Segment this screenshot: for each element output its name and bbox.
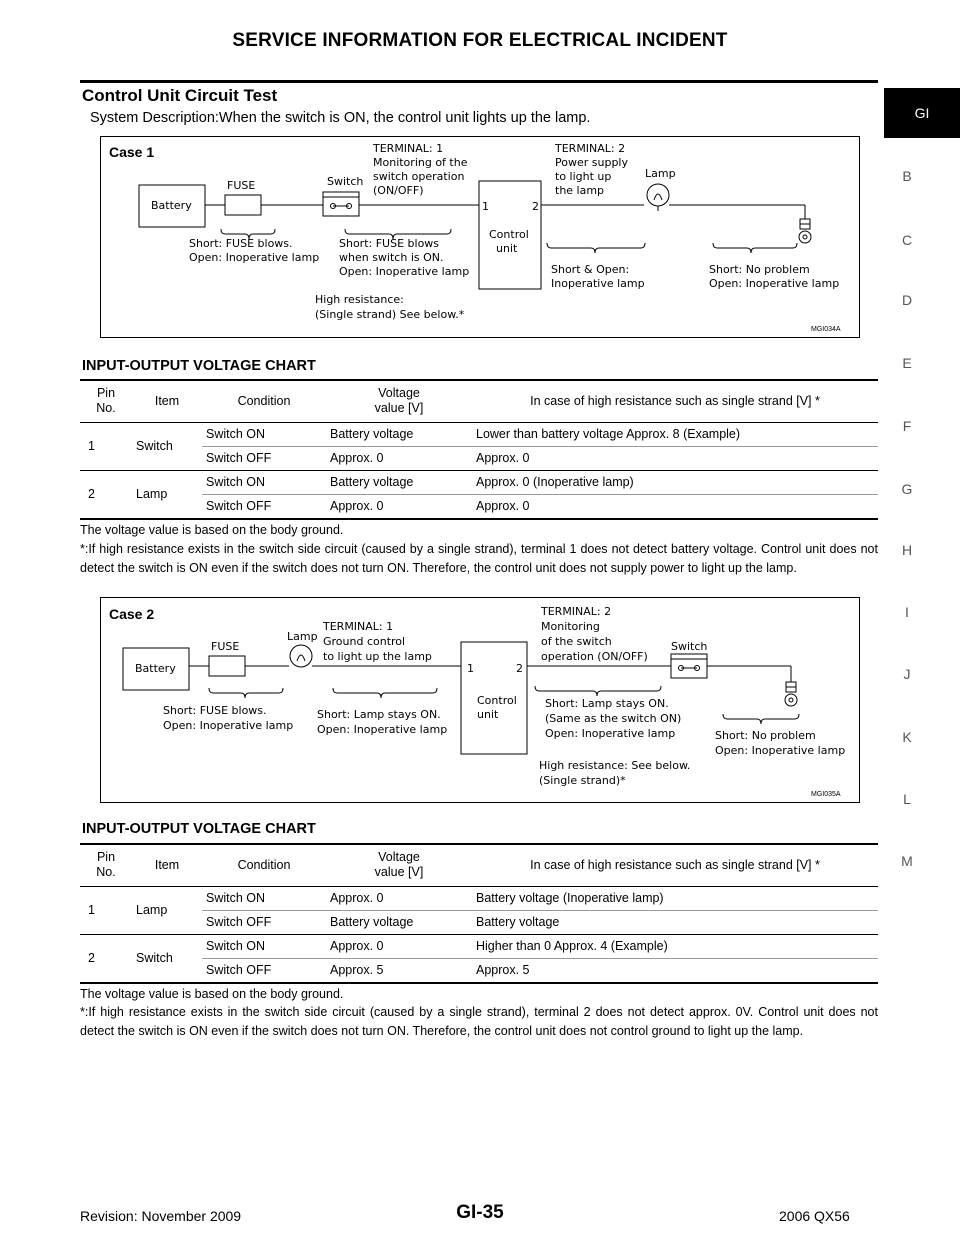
case2-diagram — [100, 597, 860, 803]
chart2-cell-item: Lamp — [136, 903, 168, 917]
case2-terminal1-line2: Ground control — [323, 635, 406, 648]
side-tab-b[interactable]: B — [902, 168, 912, 184]
chart2-cell-high-resistance: Higher than 0 Approx. 4 (Example) — [476, 939, 668, 953]
chart2-note-high-resistance: *:If high resistance exists in the switch side circuit (caused by a single strand), terminal 2 does not detect approx. 0V. Control unit does not detect the switch is ON even if the switch does not turn ON. Therefore, the control unit does not control ground to light up the lamp. — [80, 1005, 878, 1038]
case1-note-switch-line2: when switch is ON. — [339, 251, 444, 264]
table-row — [80, 934, 878, 958]
chart1-cell-condition: Switch ON — [206, 475, 266, 489]
chart1-header-pin — [80, 380, 132, 422]
case1-terminal2-line4: the lamp — [555, 184, 605, 197]
case2-note-switch-line2: (Same as the switch ON) — [545, 712, 682, 725]
chart2-note-body-ground: The voltage value is based on the body ground. — [80, 987, 344, 1001]
chart1-cell-high-resistance: Approx. 0 (Inoperative lamp) — [476, 475, 634, 489]
case1-note-ground-line2: Open: Inoperative lamp — [709, 277, 840, 290]
case1-note-high-line2: (Single strand) See below.* — [315, 308, 465, 321]
chart1-header-condition: Condition — [237, 393, 291, 408]
chart1-cell-condition: Switch ON — [206, 427, 266, 441]
chart1-cell-pin: 1 — [88, 439, 95, 453]
side-tab-l[interactable]: L — [903, 791, 911, 807]
case1-diagram — [100, 136, 860, 338]
chart1-note-high-resistance: *:If high resistance exists in the switch side circuit (caused by a single strand), terminal 1 does not detect battery voltage. Control unit does not detect the switch is ON even if the switch does not turn ON. Therefore, the control unit does not supply power to light up the lamp. — [80, 542, 878, 575]
case2-ground-symbol — [785, 694, 797, 706]
case1-pin2-label: 2 — [532, 200, 539, 213]
case2-note-fuse-line2: Open: Inoperative lamp — [163, 719, 294, 732]
page-header-title: SERVICE INFORMATION FOR ELECTRICAL INCIDENT — [232, 30, 728, 51]
chart1-note-body-ground: The voltage value is based on the body ground. — [80, 523, 344, 537]
chart1-cell-voltage: Approx. 0 — [330, 499, 384, 513]
case1-terminal2-line2: Power supply — [555, 156, 628, 169]
case2-note-ground-line1: Short: No problem — [715, 729, 816, 742]
header-rule — [80, 80, 878, 83]
case1-note-switch-line3: Open: Inoperative lamp — [339, 265, 470, 278]
case2-label: Case 2 — [109, 606, 155, 622]
chart1-header-pin-text: Pin No. — [96, 386, 116, 416]
chart1-cell-high-resistance: Lower than battery voltage Approx. 8 (Example) — [476, 427, 741, 441]
case1-note-lamp-line1: Short & Open: — [551, 263, 630, 276]
case2-terminal2-line4: operation (ON/OFF) — [541, 650, 648, 663]
chart1-cell-item: Switch — [136, 439, 173, 453]
chart1-cell-pin: 2 — [88, 487, 95, 501]
case1-note-switch-line1: Short: FUSE blows — [339, 237, 440, 250]
side-tab-f[interactable]: F — [902, 418, 912, 434]
case2-note-switch-line1: Short: Lamp stays ON. — [545, 697, 669, 710]
case2-note-fuse-line1: Short: FUSE blows. — [163, 704, 267, 717]
side-tab-d[interactable]: D — [901, 292, 913, 308]
side-tab-g[interactable]: G — [901, 481, 913, 497]
case2-lamp-symbol — [290, 645, 312, 667]
case2-note-switch-line3: Open: Inoperative lamp — [545, 727, 676, 740]
chart2-cell-item: Switch — [136, 951, 173, 965]
chart2-cell-voltage: Approx. 0 — [330, 939, 384, 953]
case1-note-fuse-line1: Short: FUSE blows. — [189, 237, 293, 250]
case1-note-high-line1: High resistance: — [315, 293, 404, 306]
table-row — [80, 470, 878, 494]
chart2-cell-voltage: Approx. 5 — [330, 963, 384, 977]
case1-note-fuse-line2: Open: Inoperative lamp — [189, 251, 320, 264]
case2-figure-code: MGI035A — [811, 791, 841, 798]
case2-pin2-label: 2 — [516, 662, 523, 675]
chart2-cell-voltage: Battery voltage — [330, 915, 414, 929]
chart2-title: INPUT-OUTPUT VOLTAGE CHART — [82, 821, 316, 837]
chart2-table — [80, 843, 878, 984]
chart2-header-pin-text: Pin No. — [96, 850, 116, 880]
chart2-header-voltage-text: Voltage value [V] — [374, 850, 424, 880]
case2-lamp-label: Lamp — [287, 630, 318, 643]
case1-label: Case 1 — [109, 144, 155, 160]
side-tab-h[interactable]: H — [901, 542, 913, 558]
case2-fuse-box — [209, 656, 245, 676]
case1-fuse-label: FUSE — [227, 179, 256, 192]
case1-terminal2-line3: to light up — [555, 170, 612, 183]
case2-note-high-line2: (Single strand)* — [539, 774, 626, 787]
case2-terminal2-line3: of the switch — [541, 635, 612, 648]
side-tab-e[interactable]: E — [902, 355, 912, 371]
case2-control-unit-line1: Control — [477, 694, 517, 707]
case1-battery-label: Battery — [151, 199, 192, 212]
case1-control-unit-line1: Control — [489, 228, 529, 241]
side-tab-m[interactable]: M — [901, 853, 913, 869]
chart1-header-row — [80, 380, 878, 422]
case1-note-lamp-line2: Inoperative lamp — [551, 277, 645, 290]
case2-switch-box — [671, 654, 707, 678]
chart2-cell-high-resistance: Approx. 5 — [476, 963, 530, 977]
chart2-cell-high-resistance: Battery voltage (Inoperative lamp) — [476, 891, 664, 905]
chart2-header-item: Item — [154, 857, 180, 872]
case1-pin1-label: 1 — [482, 200, 489, 213]
case1-ground-symbol — [799, 231, 811, 243]
case2-terminal2-line2: Monitoring — [541, 620, 600, 633]
chart2-cell-high-resistance: Battery voltage — [476, 915, 560, 929]
footer-model: 2006 QX56 — [779, 1208, 850, 1224]
chart2-cell-pin: 1 — [88, 903, 95, 917]
case1-terminal1-line3: switch operation — [373, 170, 465, 183]
chart1-cell-high-resistance: Approx. 0 — [476, 499, 530, 513]
case2-note-ground-line2: Open: Inoperative lamp — [715, 744, 846, 757]
side-tab-gi-label: GI — [914, 105, 930, 121]
case1-terminal1-line4: (ON/OFF) — [373, 184, 424, 197]
chart2-header-pin — [80, 844, 132, 886]
footer-page-number: GI-35 — [456, 1202, 504, 1223]
case2-pin1-label: 1 — [467, 662, 474, 675]
chart1-header-voltage — [326, 380, 472, 422]
case1-terminal1-line1: TERMINAL: 1 — [373, 142, 444, 155]
system-description: System Description:When the switch is ON, the control unit lights up the lamp. — [90, 110, 591, 126]
case2-terminal2-line1: TERMINAL: 2 — [541, 605, 612, 618]
chart1-header-high-resistance: In case of high resistance such as single strand [V] * — [530, 393, 820, 408]
table-row — [80, 422, 878, 446]
case2-terminal1-line1: TERMINAL: 1 — [323, 620, 394, 633]
side-tab-c[interactable]: C — [901, 232, 913, 248]
chart1-cell-item: Lamp — [136, 487, 168, 501]
case1-terminal2-line1: TERMINAL: 2 — [555, 142, 626, 155]
case1-lamp-symbol — [647, 184, 669, 206]
case2-note-lamp-line1: Short: Lamp stays ON. — [317, 708, 441, 721]
chart2-cell-condition: Switch ON — [206, 939, 266, 953]
case1-lamp-label: Lamp — [645, 167, 676, 180]
case1-figure-code: MGI034A — [811, 326, 841, 333]
case2-terminal1-line3: to light up the lamp — [323, 650, 432, 663]
section-title: Control Unit Circuit Test — [82, 86, 278, 105]
chart2-header-high-resistance: In case of high resistance such as single strand [V] * — [530, 857, 820, 872]
chart2-cell-condition: Switch OFF — [206, 963, 272, 977]
chart1-cell-voltage: Battery voltage — [330, 427, 414, 441]
case2-circuit-svg — [101, 598, 859, 802]
chart1-cell-condition: Switch OFF — [206, 499, 272, 513]
table-row — [80, 886, 878, 910]
case1-switch-label: Switch — [327, 175, 364, 188]
side-tab-i[interactable]: I — [905, 604, 909, 620]
case2-battery-label: Battery — [135, 662, 176, 675]
chart1-header-item: Item — [154, 393, 180, 408]
chart2-cell-pin: 2 — [88, 951, 95, 965]
chart2-header-voltage — [326, 844, 472, 886]
case1-terminal1-line2: Monitoring of the — [373, 156, 468, 169]
case2-note-high-line1: High resistance: See below. — [539, 759, 691, 772]
case2-control-unit-line2: unit — [477, 708, 499, 721]
chart1-header-voltage-text: Voltage value [V] — [374, 386, 424, 416]
chart2-cell-condition: Switch OFF — [206, 915, 272, 929]
footer-revision: Revision: November 2009 — [80, 1208, 242, 1224]
case2-switch-label: Switch — [671, 640, 708, 653]
chart1-cell-condition: Switch OFF — [206, 451, 272, 465]
case1-note-ground-line1: Short: No problem — [709, 263, 810, 276]
case2-note-lamp-line2: Open: Inoperative lamp — [317, 723, 448, 736]
chart2-cell-voltage: Approx. 0 — [330, 891, 384, 905]
case1-circuit-svg — [101, 137, 859, 337]
chart1-table — [80, 379, 878, 520]
case1-fuse-box — [225, 195, 261, 215]
case2-fuse-label: FUSE — [211, 640, 240, 653]
case1-switch-box — [323, 192, 359, 216]
chart2-header-condition: Condition — [237, 857, 291, 872]
side-tab-j[interactable]: J — [903, 666, 911, 682]
side-tab-gi[interactable] — [884, 88, 960, 138]
side-tab-k[interactable]: K — [902, 729, 912, 745]
chart1-cell-voltage: Battery voltage — [330, 475, 414, 489]
chart1-cell-high-resistance: Approx. 0 — [476, 451, 530, 465]
case1-control-unit-line2: unit — [496, 242, 518, 255]
chart2-cell-condition: Switch ON — [206, 891, 266, 905]
chart2-header-row — [80, 844, 878, 886]
chart1-title: INPUT-OUTPUT VOLTAGE CHART — [82, 358, 316, 374]
chart1-cell-voltage: Approx. 0 — [330, 451, 384, 465]
